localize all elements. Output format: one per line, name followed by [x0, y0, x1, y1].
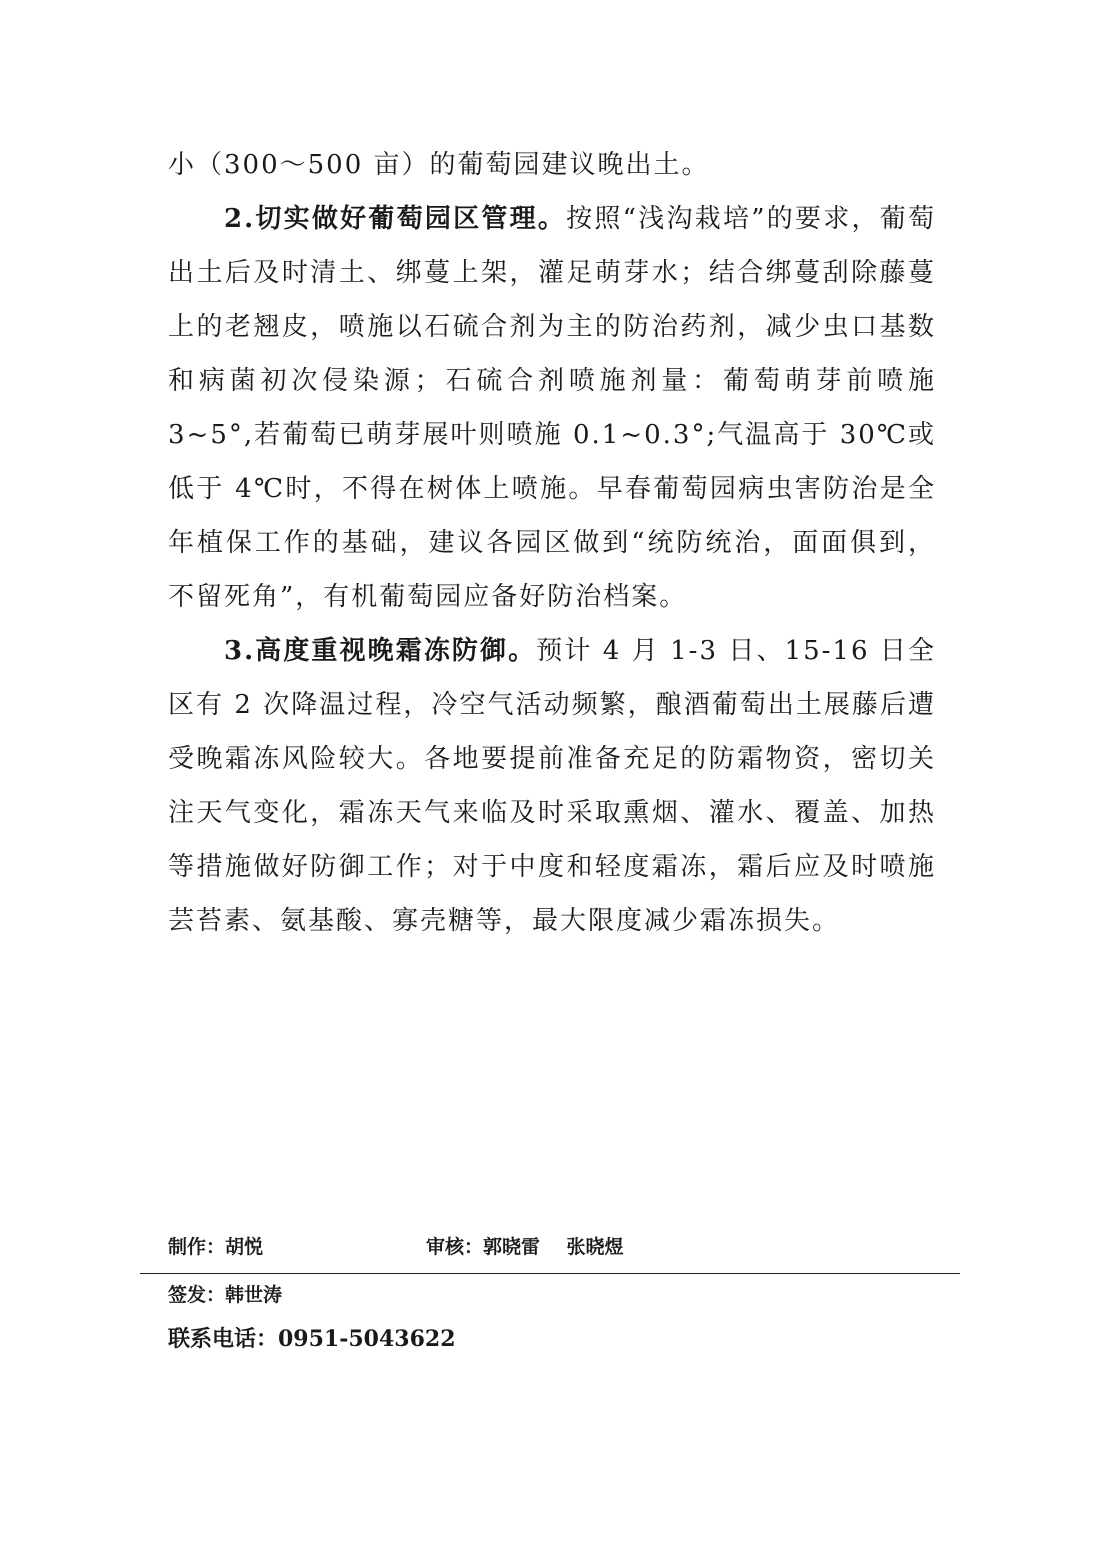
body-text [168, 138, 936, 948]
maker-label: 制作：胡悦 [168, 1236, 264, 1258]
paragraph-text: 预计 4 月 1-3 日、15-16 日全区有 2 次降温过程，冷空气活动频繁，酿酒葡萄出土展藤后遭受晚霜冻风险较大。各地要提前准备充足的防霜物资，密切关注天气变化，霜冻天气来临及时采取熏烟、灌水、覆盖、加热等措施做好防御工作；对于中度和轻度霜冻，霜后应及时喷施芸苔素、氨基酸、寡壳糖等，最大限度减少霜冻损失。 [168, 636, 936, 936]
reviewer-label: 审核：郭晓雷 张晓煜 [426, 1236, 624, 1258]
issuer-label: 签发：韩世涛 [168, 1284, 283, 1306]
paragraph-continuation [168, 138, 936, 192]
paragraph-vineyard-management [168, 192, 936, 624]
contact-phone: 联系电话：0951-5043622 [168, 1326, 456, 1352]
paragraph-text: 小（300～500 亩）的葡萄园建议晚出土。 [168, 150, 710, 180]
signature-row [168, 1232, 936, 1262]
paragraph-text: 按照“浅沟栽培”的要求，葡萄出土后及时清土、绑蔓上架，灌足萌芽水；结合绑蔓刮除藤蔓上的老翘皮，喷施以石硫合剂为主的防治药剂，减少虫口基数和病菌初次侵染源；石硫合剂喷施剂量：葡萄萌芽前喷施 3~5°,若葡萄已萌芽展叶则喷施 0.1~0.3°;气温高于 30℃或低于 4℃时，不得在树体上喷施。早春葡萄园病虫害防治是全年植保工作的基础，建议各园区做到“统防统治，面面俱到，不留死角”，有机葡萄园应备好防治档案。 [168, 204, 936, 612]
footer-divider [140, 1273, 960, 1274]
paragraph-heading: 3.高度重视晚霜冻防御。 [224, 636, 537, 666]
paragraph-frost-defense [168, 624, 936, 948]
paragraph-heading: 2.切实做好葡萄园区管理。 [224, 204, 567, 234]
